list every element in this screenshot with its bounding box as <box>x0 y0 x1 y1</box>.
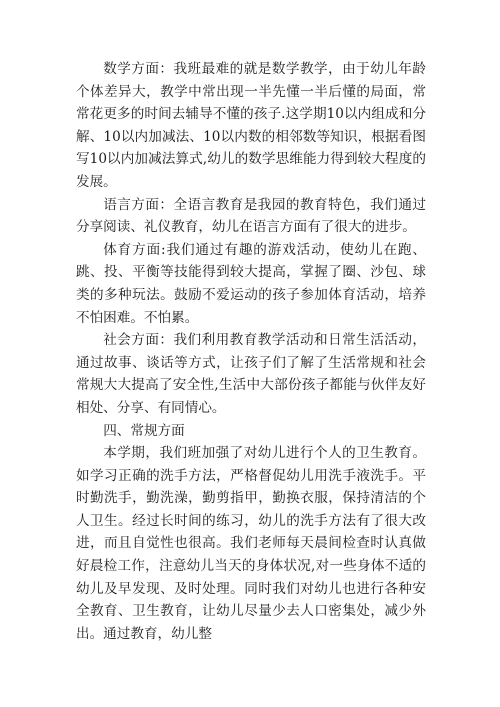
paragraph-math: 数学方面：我班最难的就是数学教学，由于幼儿年龄个体差异大，教学中常出现一半先懂一半后懂的局面，常常花更多的时间去辅导不懂的孩子.这学期10以内组成和分解、10以内加减法、10以内数的相邻数等知识，根据看图写10以内加减法算式,幼儿的数学思维能力得到较大程度的发展。 <box>76 61 426 190</box>
section-heading-routine: 四、常规方面 <box>103 422 185 439</box>
paragraph-hygiene: 本学期，我们班加强了对幼儿进行个人的卫生教育。如学习正确的洗手方法，严格督促幼儿用洗手液洗手。平时勤洗手，勤洗澡，勤剪指甲，勤换衣服，保持清洁的个人卫生。经过长时间的练习，幼儿的洗手方法有了很大改进，而且自觉性也很高。我们老师每天晨间检查时认真做好晨检工作，注意幼儿当天的身体状况,对一些身体不适的幼儿及早发现、及时处理。同时我们对幼儿也进行各种安全教育、卫生教育，让幼儿尽量少去人口密集处，减少外出。通过教育，幼儿整 <box>76 445 426 642</box>
paragraph-sports: 体育方面:我们通过有趣的游戏活动，使幼儿在跑、跳、投、平衡等技能得到较大提高，掌握了圈、沙包、球类的多种玩法。鼓励不爱运动的孩子参加体育活动，培养不怕困难。不怕累。 <box>76 241 426 326</box>
paragraph-language: 语言方面：全语言教育是我园的教育特色，我们通过分享阅读、礼仪教育，幼儿在语言方面有了很大的进步。 <box>76 196 426 236</box>
paragraph-social: 社会方面：我们利用教育教学活动和日常生活活动，通过故事、谈话等方式，让孩子们了解了生活常规和社会常规大大提高了安全性,生活中大部份孩子都能与伙伴友好相处、分享、有同情心。 <box>76 332 426 416</box>
document-body <box>76 58 426 645</box>
